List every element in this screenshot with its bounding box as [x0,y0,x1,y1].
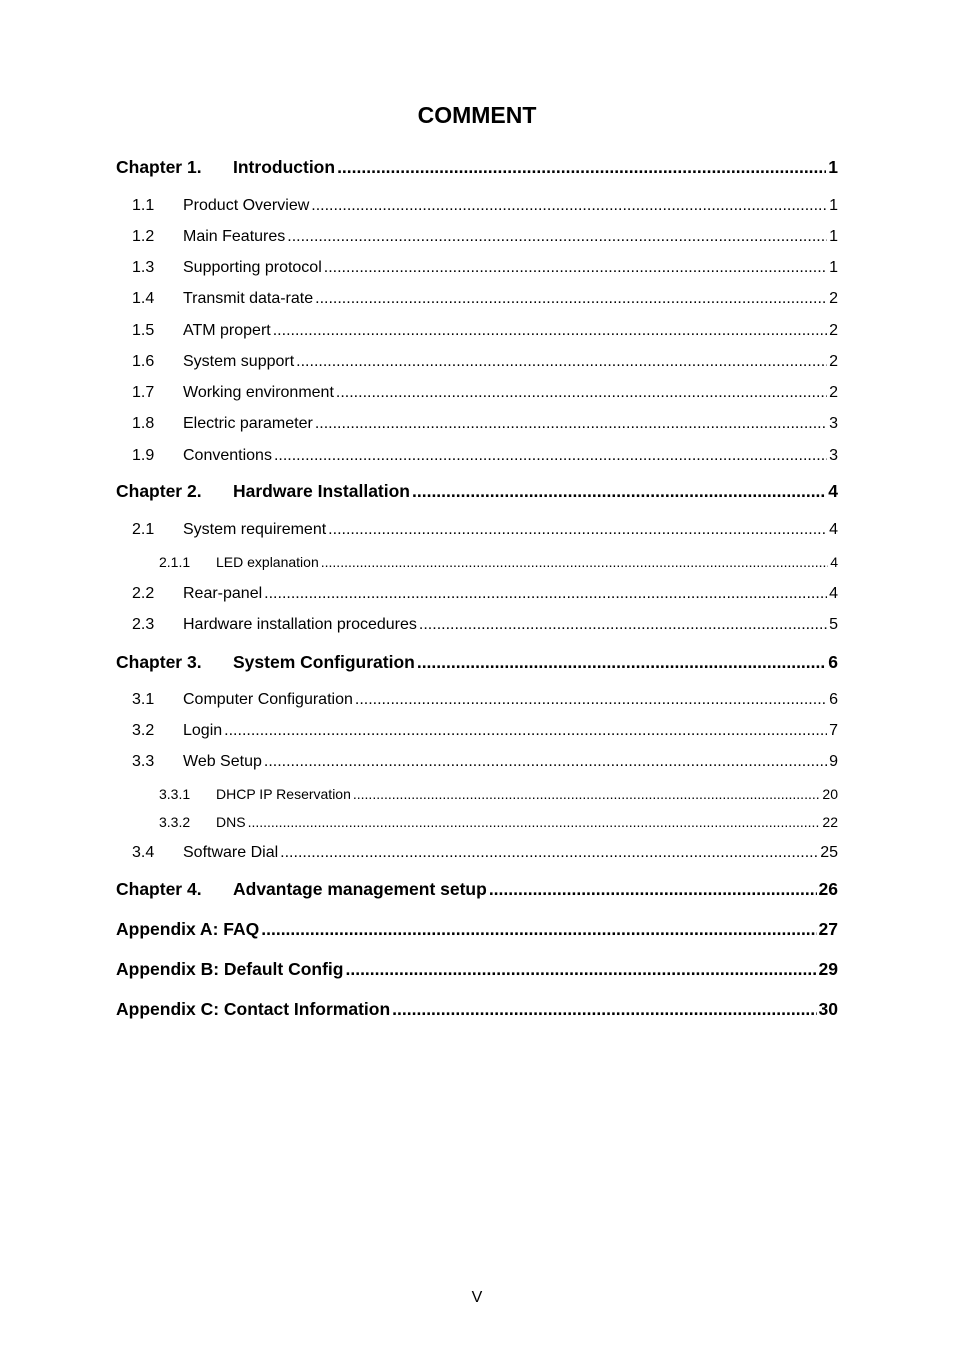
toc-entry-appendix-b[interactable] [116,958,838,980]
toc-entry-title: Conventions [183,447,272,464]
toc-leader-dots [337,156,826,178]
toc-leader-dots [324,258,827,278]
toc-entry-page: 27 [818,919,838,939]
toc-entry-appendix-a[interactable] [116,918,838,940]
toc-entry-title: Working environment [183,384,334,401]
toc-entry-title: Supporting protocol [183,259,322,276]
toc-entry-number: 2.1.1 [159,554,191,570]
toc-entry-page: 25 [820,844,838,861]
toc-leader-dots [274,446,827,466]
toc-entry-title: Introduction [233,157,336,177]
toc-entry-number: 1.3 [132,259,155,276]
toc-entry-number: Chapter 3. [116,652,202,672]
toc-leader-dots [328,520,827,540]
toc-entry-number: Chapter 1. [116,157,202,177]
toc-entry-number: 1.8 [132,415,155,432]
toc-leader-dots [353,785,821,803]
toc-entry-page: 1 [829,259,838,276]
toc-entry-title: Appendix B: Default Config [116,959,344,979]
toc-entry-number: 1.4 [132,290,155,307]
toc-entry-1-9[interactable] [132,446,838,466]
toc-entry-page: 5 [829,616,838,633]
toc-entry-page: 9 [829,753,838,770]
toc-entry-1-1[interactable] [132,196,838,216]
toc-entry-number: 1.1 [132,197,155,214]
toc-leader-dots [419,615,827,635]
toc-entry-page: 30 [818,999,838,1019]
page-title: COMMENT [417,102,537,128]
toc-leader-dots [287,227,827,247]
toc-leader-dots [392,998,816,1020]
toc-entry-1-8[interactable] [132,414,838,434]
toc-entry-chapter-3[interactable] [116,651,838,673]
toc-entry-title: Product Overview [183,197,310,214]
toc-entry-number: 3.3.2 [159,814,191,830]
toc-entry-1-6[interactable] [132,352,838,372]
toc-entry-number: Chapter 2. [116,481,202,501]
toc-entry-title: Software Dial [183,844,279,861]
toc-entry-number: 1.2 [132,228,155,245]
toc-leader-dots [355,690,827,710]
toc-entry-chapter-4[interactable] [116,878,838,900]
toc-leader-dots [273,321,827,341]
toc-leader-dots [248,813,821,831]
toc-leader-dots [315,289,827,309]
toc-entry-title: Hardware Installation [233,481,410,501]
toc-entry-number: Chapter 4. [116,879,202,899]
toc-entry-page: 2 [829,290,838,307]
toc-entry-1-4[interactable] [132,289,838,309]
toc-leader-dots [264,584,827,604]
toc-entry-page: 7 [829,722,838,739]
toc-entry-2-1[interactable] [132,520,838,540]
toc-leader-dots [311,196,827,216]
toc-entry-page: 2 [829,384,838,401]
toc-entry-number: 1.9 [132,447,155,464]
toc-entry-title: DNS [216,814,246,830]
toc-entry-3-1[interactable] [132,690,838,710]
toc-entry-title: Transmit data-rate [183,290,314,307]
toc-entry-page: 3 [829,447,838,464]
toc-entry-title: DHCP IP Reservation [216,786,351,802]
toc-entry-title: System Configuration [233,652,415,672]
toc-entry-page: 4 [829,521,838,538]
toc-leader-dots [321,553,828,571]
toc-leader-dots [296,352,827,372]
toc-leader-dots [261,918,816,940]
toc-entry-3-3[interactable] [132,752,838,772]
toc-entry-1-2[interactable] [132,227,838,247]
toc-entry-number: 3.4 [132,844,155,861]
toc-entry-chapter-2[interactable] [116,480,838,502]
toc-entry-page: 3 [829,415,838,432]
toc-entry-title: Hardware installation procedures [183,616,417,633]
toc-entry-number: 1.7 [132,384,155,401]
toc-entry-page: 22 [822,814,838,830]
toc-entry-title: Main Features [183,228,286,245]
toc-entry-3-3-2[interactable] [159,813,838,831]
toc-entry-page: 26 [818,879,838,899]
toc-entry-number: 3.2 [132,722,155,739]
toc-leader-dots [345,958,816,980]
toc-leader-dots [224,721,827,741]
toc-leader-dots [264,752,827,772]
toc-entry-page: 1 [829,228,838,245]
toc-entry-title: Appendix A: FAQ [116,919,260,939]
toc-entry-1-5[interactable] [132,321,838,341]
toc-entry-2-1-1[interactable] [159,553,838,571]
toc-leader-dots [280,843,818,863]
toc-entry-number: 3.1 [132,691,155,708]
toc-entry-page: 1 [829,197,838,214]
toc-entry-number: 3.3 [132,753,155,770]
toc-entry-number: 2.1 [132,521,155,538]
toc-entry-title: Advantage management setup [233,879,487,899]
toc-entry-2-2[interactable] [132,584,838,604]
toc-entry-number: 1.5 [132,322,155,339]
toc-entry-page: 4 [830,554,838,570]
toc-entry-number: 3.3.1 [159,786,191,802]
toc-entry-3-4[interactable] [132,843,838,863]
toc-leader-dots [417,651,826,673]
toc-entry-title: Electric parameter [183,415,313,432]
toc-entry-chapter-1[interactable] [116,156,838,178]
toc-entry-appendix-c[interactable] [116,998,838,1020]
toc-entry-title: Login [183,722,223,739]
toc-entry-page: 1 [828,157,838,177]
toc-entry-page: 2 [829,322,838,339]
toc-entry-title: Web Setup [183,753,262,770]
toc-entry-page: 20 [822,786,838,802]
page-number-footer: V [471,1289,483,1306]
toc-leader-dots [412,480,826,502]
toc-entry-3-2[interactable] [132,721,838,741]
toc-entry-page: 4 [829,585,838,602]
toc-leader-dots [336,383,827,403]
toc-entry-title: System support [183,353,295,370]
toc-entry-title: System requirement [183,521,327,538]
toc-entry-number: 2.3 [132,616,155,633]
toc-leader-dots [489,878,817,900]
toc-entry-1-7[interactable] [132,383,838,403]
toc-leader-dots [315,414,827,434]
toc-entry-3-3-1[interactable] [159,785,838,803]
toc-entry-number: 1.6 [132,353,155,370]
toc-entry-page: 6 [829,691,838,708]
toc-entry-title: ATM propert [183,322,271,339]
toc-entry-title: LED explanation [216,554,319,570]
toc-entry-title: Appendix C: Contact Information [116,999,391,1019]
toc-entry-page: 2 [829,353,838,370]
toc-entry-number: 2.2 [132,585,155,602]
toc-entry-page: 29 [818,959,838,979]
toc-entry-page: 6 [828,652,838,672]
toc-entry-page: 4 [828,481,838,501]
toc-entry-title: Rear-panel [183,585,263,602]
toc-entry-title: Computer Configuration [183,691,353,708]
toc-entry-1-3[interactable] [132,258,838,278]
toc-entry-2-3[interactable] [132,615,838,635]
